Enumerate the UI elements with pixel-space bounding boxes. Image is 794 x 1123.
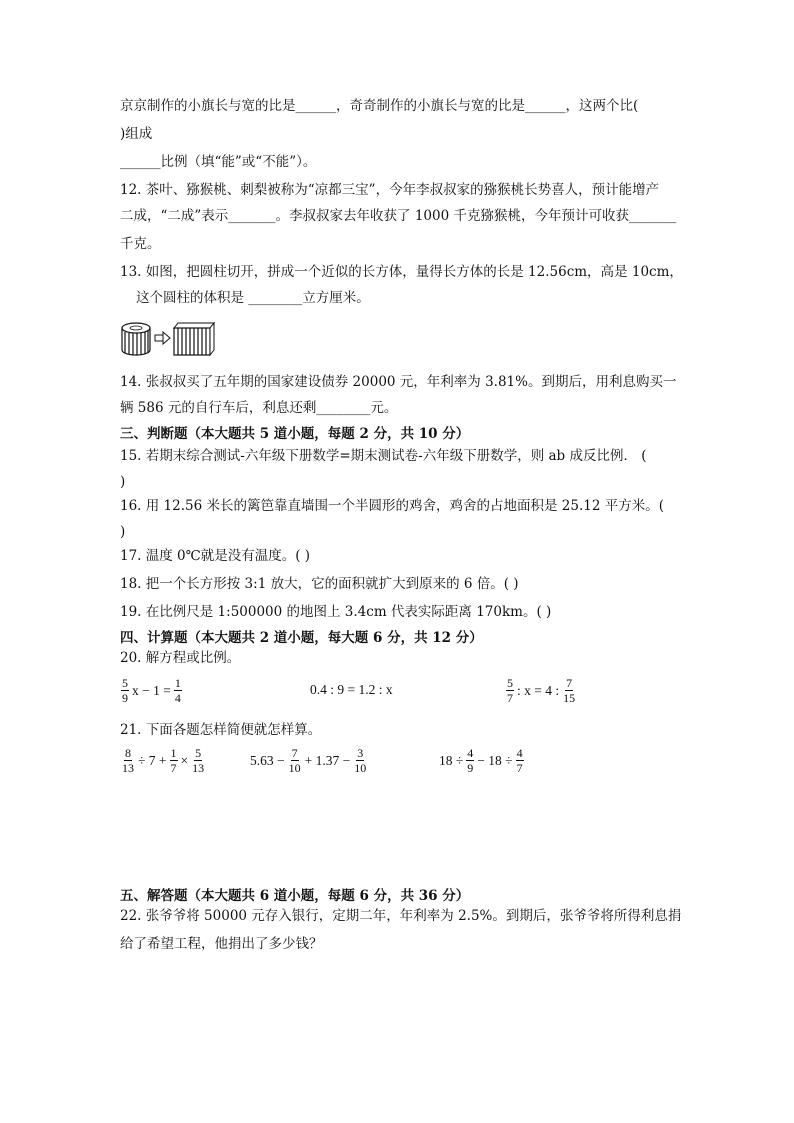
fraction: $\frac{1}{7}$ xyxy=(170,746,177,775)
q17-line: 17. 温度 0℃就是没有温度。( ) xyxy=(120,548,311,564)
cylinder-icon xyxy=(122,323,150,355)
section5-heading: 五、解答题（本大题共 6 道小题，每题 6 分，共 36 分） xyxy=(120,888,470,904)
section3-heading: 三、判断题（本大题共 5 道小题，每题 2 分，共 10 分） xyxy=(120,426,470,442)
equation-3: $\frac{5}{7}$ : x = 4 : $\frac{7}{15}$ xyxy=(507,676,576,705)
equation-2: 0.4 : 9 = 1.2 : x xyxy=(310,682,393,697)
calc-1: $\frac{8}{13}$ ÷ 7 + $\frac{1}{7}$ × $\frac{5}{13}$ xyxy=(122,746,205,775)
q19-line: 19. 在比例尺是 1:500000 的地图上 3.4cm 代表实际距离 170km。( ) xyxy=(120,604,552,620)
section4-heading: 四、计算题（本大题共 2 道小题，每大题 6 分，共 12 分） xyxy=(120,630,483,646)
cuboid-icon xyxy=(174,323,214,355)
q15-line2: ) xyxy=(120,474,126,490)
q20-line: 20. 解方程或比例。 xyxy=(120,650,241,666)
cylinder-figure xyxy=(120,320,220,362)
q16-line2: ) xyxy=(120,524,126,540)
fraction: $\frac{8}{13}$ xyxy=(122,746,134,775)
fraction: $\frac{1}{4}$ xyxy=(174,676,181,705)
q14-line2: 辆 586 元的自行车后，利息还剩________元。 xyxy=(120,400,398,416)
q11-line3: ______比例（填“能”或“不能”）。 xyxy=(120,154,317,170)
q11-line2: )组成 xyxy=(120,126,153,142)
q12-line1: 12. 茶叶、猕猴桃、刺梨被称为“凉都三宝”，今年李叔叔家的猕猴桃长势喜人，预计能增产 xyxy=(120,182,660,198)
q11-line1: 京京制作的小旗长与宽的比是______，奇奇制作的小旗长与宽的比是______，这两个比( xyxy=(120,98,639,114)
q13-line1: 13. 如图，把圆柱切开，拼成一个近似的长方体，量得长方体的长是 12.56cm，高是 10cm， xyxy=(120,264,683,280)
q15-line1: 15. 若期末综合测试-六年级下册数学=期末测试卷-六年级下册数学，则 ab 成反比例． ( xyxy=(120,448,647,464)
equation-1: $\frac{5}{9}$ x − 1 = $\frac{1}{4}$ xyxy=(122,676,181,705)
q22-line1: 22. 张爷爷将 50000 元存入银行，定期二年，年利率为 2.5%。到期后，张爷爷将所得利息捐 xyxy=(120,908,682,924)
q12-line2: 二成，“二成”表示_______。李叔叔家去年收获了 1000 千克猕猴桃，今年预计可收获_______ xyxy=(120,208,677,224)
q13-line2: 这个圆柱的体积是 ________立方厘米。 xyxy=(136,290,370,306)
calc-2: 5.63 − $\frac{7}{10}$ + 1.37 − $\frac{3}{10}$ xyxy=(250,746,367,775)
arrow-right-icon xyxy=(155,332,170,344)
calc-3: 18 ÷ $\frac{4}{9}$ − 18 ÷ $\frac{4}{7}$ xyxy=(439,746,523,775)
fraction: $\frac{4}{9}$ xyxy=(467,746,474,775)
q22-line2: 给了希望工程，他捐出了多少钱？ xyxy=(120,936,323,952)
fraction: $\frac{7}{15}$ xyxy=(563,676,576,705)
fraction: $\frac{5}{9}$ xyxy=(122,676,128,705)
q18-line: 18. 把一个长方形按 3:1 放大，它的面积就扩大到原来的 6 倍。( ) xyxy=(120,576,519,592)
q16-line1: 16. 用 12.56 米长的篱笆靠直墙围一个半圆形的鸡舍，鸡舍的占地面积是 25.12 平方米。( xyxy=(120,498,664,514)
fraction: $\frac{3}{10}$ xyxy=(354,746,367,775)
fraction: $\frac{5}{13}$ xyxy=(192,746,205,775)
fraction: $\frac{5}{7}$ xyxy=(507,676,513,705)
q14-line1: 14. 张叔叔买了五年期的国家建设债券 20000 元，年利率为 3.81%。到期后，用利息购买一 xyxy=(120,374,677,390)
q21-line: 21. 下面各题怎样简便就怎样算。 xyxy=(120,722,322,738)
fraction: $\frac{4}{7}$ xyxy=(516,746,523,775)
fraction: $\frac{7}{10}$ xyxy=(288,746,301,775)
q12-line3: 千克。 xyxy=(120,236,161,252)
